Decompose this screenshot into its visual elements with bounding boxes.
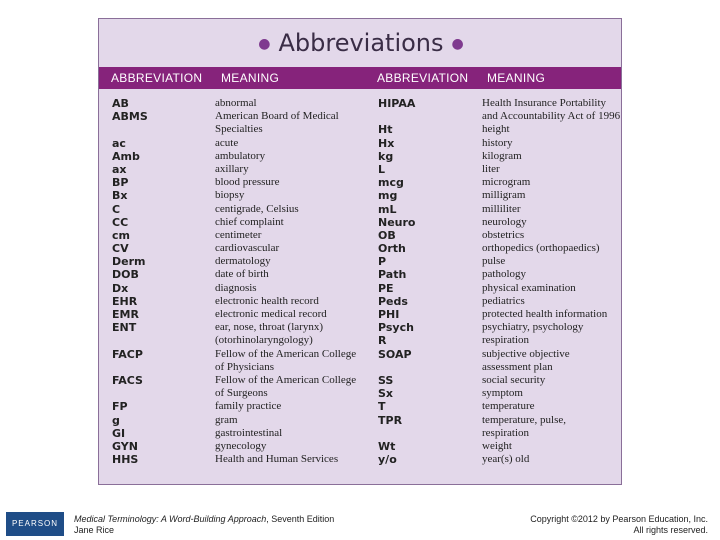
abbreviation-cell: Dx [112, 281, 129, 295]
abbreviation-cell: T [378, 400, 386, 414]
abbreviation-cell: Wt [378, 439, 396, 453]
abbreviation-cell: Bx [112, 189, 128, 203]
meaning-cell: Health Insurance Portability [482, 97, 607, 109]
abbreviation-cell: ac [112, 136, 126, 150]
abbreviation-cell: y/o [378, 453, 397, 467]
meaning-cell: milliliter [482, 202, 521, 215]
meaning-cell: family practice [215, 400, 282, 413]
abbreviation-cell: mg [378, 189, 398, 203]
abbreviation-cell: PE [378, 281, 394, 295]
rights-text: All rights reserved. [633, 525, 708, 535]
abbreviation-cell: ENT [112, 321, 137, 335]
meaning-cell: kilogram [482, 149, 522, 162]
meaning-cell: weight [482, 439, 512, 452]
abbreviation-cell [112, 387, 148, 400]
meaning-cell: Health and Human Services [215, 453, 339, 466]
meaning-cell: ambulatory [215, 149, 266, 162]
abbreviation-cell: P [378, 255, 387, 269]
meaning-cell: pulse [482, 255, 506, 268]
meaning-cell: psychiatry, psychology [482, 321, 584, 334]
abbreviation-cell: HIPAA [378, 97, 416, 110]
abbreviation-cell: Amb [112, 149, 140, 163]
abbreviation-cell: mL [378, 202, 397, 216]
meaning-cell: social security [482, 373, 546, 386]
right-abbreviation-column [378, 97, 415, 466]
abbreviations-panel [98, 18, 622, 485]
abbreviation-cell: SS [378, 373, 394, 387]
abbreviation-cell: FACS [112, 373, 143, 387]
meaning-cell: height [482, 123, 510, 136]
meaning-cell: subjective objective [482, 347, 570, 360]
meaning-cell: temperature, pulse, [482, 413, 566, 426]
header-abbreviation-right: ABBREVIATION [377, 71, 469, 85]
book-edition: , Seventh Edition [266, 514, 335, 524]
header-abbreviation-left: ABBREVIATION [111, 71, 203, 85]
meaning-cell: cardiovascular [215, 242, 280, 255]
meaning-cell: acute [215, 136, 239, 149]
meaning-cell: axillary [215, 162, 249, 175]
abbreviation-cell [378, 427, 415, 440]
abbreviation-cell: Orth [378, 242, 406, 256]
meaning-cell: date of birth [215, 268, 269, 281]
meaning-cell: pathology [482, 268, 526, 281]
meaning-cell: centimeter [215, 228, 262, 241]
meaning-cell: centigrade, Celsius [215, 202, 299, 215]
meaning-cell: Specialties [215, 123, 263, 136]
abbreviation-cell: Psych [378, 321, 414, 335]
meaning-cell: electronic medical record [215, 308, 327, 320]
meaning-cell: microgram [482, 176, 531, 189]
meaning-cell: gastrointestinal [215, 426, 283, 439]
abbreviation-cell: CV [112, 242, 129, 256]
abbreviation-cell: kg [378, 149, 394, 163]
pearson-logo: PEARSON [6, 512, 64, 536]
meaning-cell: electronic health record [215, 294, 319, 307]
abbreviation-cell: Sx [378, 387, 394, 401]
meaning-cell: obstetrics [482, 228, 525, 241]
meaning-cell: liter [482, 162, 500, 175]
meaning-cell: Fellow of the American College [215, 373, 357, 386]
abbreviation-cell: Path [378, 268, 407, 282]
meaning-cell: year(s) old [482, 453, 530, 466]
abbreviation-cell: BP [112, 176, 129, 190]
book-citation [74, 514, 334, 536]
right-meaning-column [482, 97, 620, 466]
abbreviation-cell [112, 334, 148, 347]
abbreviation-cell: FP [112, 400, 128, 414]
abbreviation-cell: Ht [378, 123, 393, 137]
meaning-cell: of Physicians [215, 360, 274, 373]
meaning-cell: abnormal [215, 97, 257, 109]
meaning-cell: chief complaint [215, 215, 284, 228]
abbreviation-cell: GYN [112, 439, 138, 453]
meaning-cell: American Board of Medical [215, 110, 339, 123]
header-meaning-right: MEANING [487, 71, 546, 85]
abbreviation-cell: TPR [378, 413, 403, 427]
abbreviation-cell: ax [112, 162, 127, 176]
bullet-icon: ● [258, 36, 271, 52]
abbreviation-cell: DOB [112, 268, 139, 282]
abbreviation-cell: GI [112, 426, 126, 440]
meaning-cell: respiration [482, 334, 530, 347]
abbreviation-cell: SOAP [378, 347, 412, 361]
copyright-notice [530, 514, 708, 536]
abbreviation-cell [112, 123, 148, 136]
abbreviation-cell [378, 361, 415, 374]
meaning-cell: dermatology [215, 255, 271, 268]
book-author: Jane Rice [74, 525, 115, 535]
abbreviation-cell: HHS [112, 453, 139, 467]
abbreviation-cell [378, 110, 415, 123]
abbreviation-cell: mcg [378, 176, 404, 190]
meaning-cell: Fellow of the American College [215, 347, 357, 360]
abbreviation-cell: EMR [112, 308, 139, 321]
meaning-cell: (otorhinolaryngology) [215, 334, 313, 347]
footer [0, 508, 720, 540]
abbreviation-cell: L [378, 162, 386, 176]
abbreviation-cell: Peds [378, 294, 408, 308]
meaning-cell: diagnosis [215, 281, 257, 294]
meaning-cell: milligram [482, 189, 526, 202]
meaning-cell: physical examination [482, 281, 576, 294]
title-text: Abbreviations [278, 29, 444, 57]
abbreviation-cell: R [378, 334, 387, 348]
abbreviation-cell [112, 361, 148, 374]
abbreviation-cell: C [112, 202, 121, 216]
meaning-cell: blood pressure [215, 176, 280, 189]
abbreviation-cell: cm [112, 228, 130, 242]
abbreviation-cell: FACP [112, 347, 143, 361]
meaning-cell: protected health information [482, 308, 608, 320]
meaning-cell: orthopedics (orthopaedics) [482, 242, 600, 255]
meaning-cell: ear, nose, throat (larynx) [215, 321, 323, 334]
abbreviation-cell: CC [112, 215, 129, 229]
abbreviation-cell: AB [112, 97, 129, 110]
meaning-cell: gynecology [215, 439, 267, 452]
abbreviation-cell: EHR [112, 294, 138, 308]
bullet-icon: ● [451, 36, 464, 52]
header-meaning-left: MEANING [221, 71, 280, 85]
table-header [99, 67, 621, 89]
book-title: Medical Terminology: A Word-Building Approach [74, 514, 267, 524]
abbreviation-cell: Hx [378, 136, 395, 150]
meaning-cell: assessment plan [482, 360, 553, 373]
abbreviation-cell: g [112, 413, 120, 427]
meaning-cell: and Accountability Act of 1996 [482, 110, 621, 123]
abbreviation-cell: Derm [112, 255, 146, 269]
meaning-cell: history [482, 136, 513, 149]
meaning-cell: neurology [482, 215, 527, 228]
copyright-text: Copyright ©2012 by Pearson Education, Inc. [530, 514, 708, 524]
abbreviation-cell: PHI [378, 308, 400, 321]
left-meaning-column [215, 97, 356, 466]
abbreviation-cell: ABMS [112, 110, 148, 124]
abbreviation-cell: OB [378, 228, 396, 242]
page-title [99, 29, 623, 57]
meaning-cell: pediatrics [482, 294, 525, 307]
meaning-cell: respiration [482, 426, 530, 439]
meaning-cell: of Surgeons [215, 387, 268, 400]
left-abbreviation-column [112, 97, 148, 466]
meaning-cell: symptom [482, 387, 523, 400]
meaning-cell: temperature [482, 400, 535, 413]
abbreviation-cell: Neuro [378, 215, 416, 229]
meaning-cell: biopsy [215, 189, 245, 202]
meaning-cell: gram [215, 413, 238, 426]
